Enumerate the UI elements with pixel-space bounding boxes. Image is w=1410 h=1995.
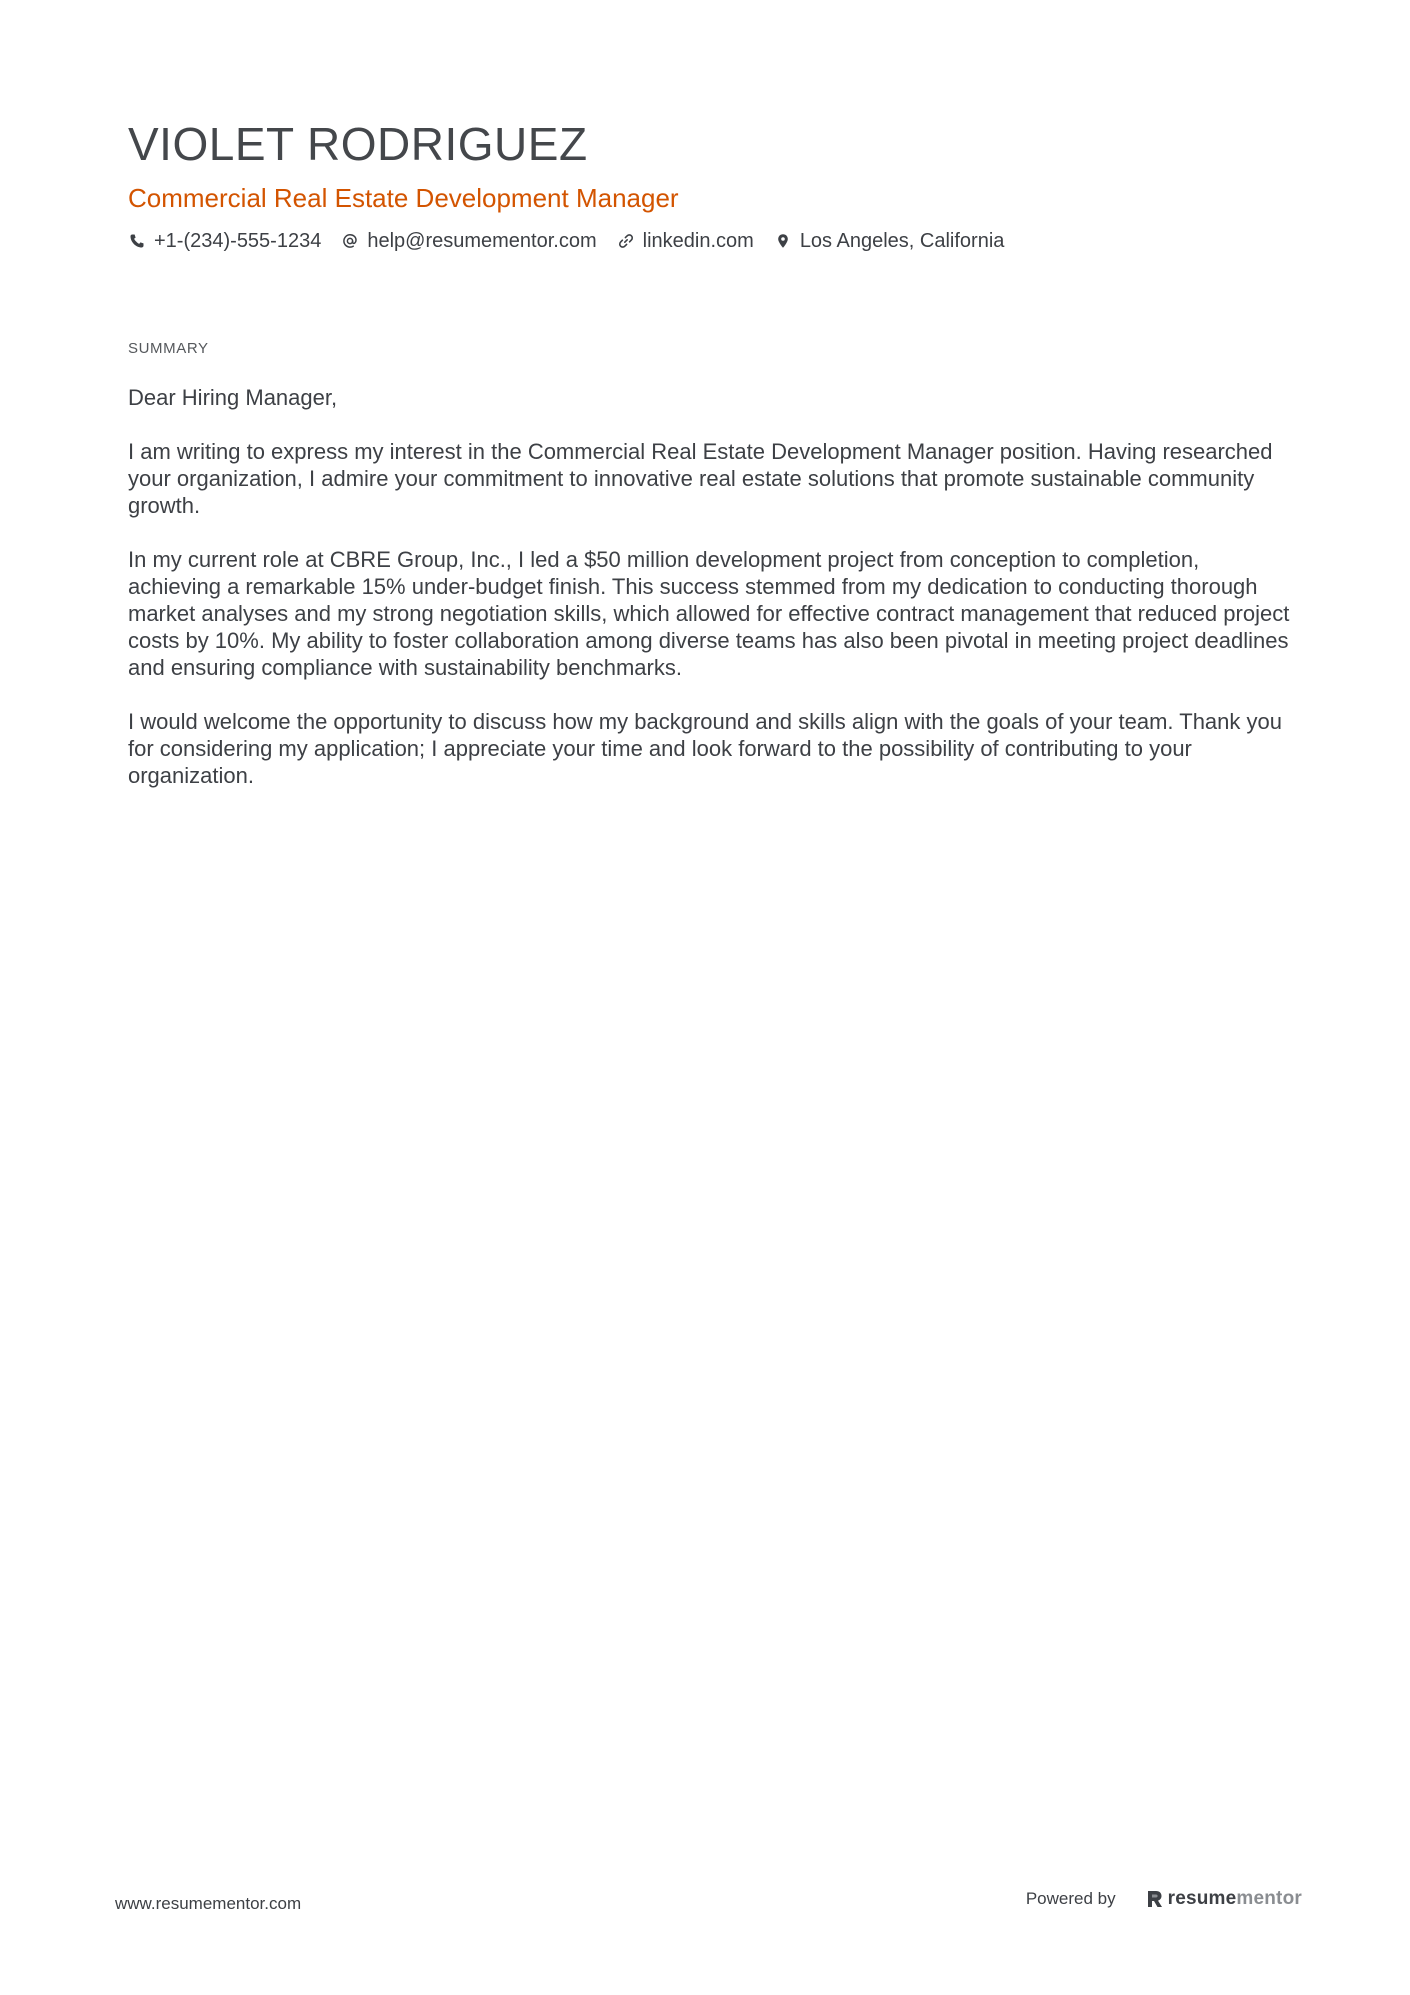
at-icon (341, 232, 359, 250)
contact-website[interactable] (617, 228, 754, 254)
letter-paragraph: I am writing to express my interest in the Commercial Real Estate Development Manager position. Having researched your organization, I admire your commitment to innovative real estate solutions that promote sustainable community growth. (128, 439, 1273, 518)
brand-word-mentor: mentor (1236, 1888, 1302, 1909)
location-pin-icon (774, 232, 792, 250)
resumementor-mark-icon (1146, 1889, 1164, 1909)
contact-email[interactable] (341, 228, 596, 254)
brand-word-resume: resume (1167, 1888, 1237, 1909)
phone-icon (128, 232, 146, 250)
powered-by-label: Powered by (1025, 1889, 1116, 1908)
letter-paragraph: I would welcome the opportunity to discuss how my background and skills align with the goals of your team. Thank you for considering my application; I appreciate your time and look forward to the possibility of contributing to your organization. (128, 709, 1282, 788)
website-link[interactable]: linkedin.com (642, 230, 754, 252)
email-address[interactable]: help@resumementor.com (367, 230, 597, 252)
footer-branding (1026, 1888, 1302, 1910)
header (128, 116, 1278, 254)
candidate-name: VIOLET RODRIGUEZ (128, 118, 588, 170)
resumementor-logo[interactable] (1146, 1888, 1302, 1910)
cover-letter-body (128, 384, 1298, 816)
contact-location (774, 228, 1005, 254)
letter-greeting: Dear Hiring Manager, (128, 385, 338, 410)
link-icon (617, 232, 635, 250)
phone-number: +1-(234)-555-1234 (154, 230, 322, 252)
contact-phone (128, 228, 321, 254)
footer-website-link[interactable]: www.resumementor.com (115, 1894, 302, 1913)
letter-paragraph: In my current role at CBRE Group, Inc., I led a $50 million development project from conception to completion, achieving a remarkable 15% under-budget finish. This success stemmed from my dedication to conducting thorough market analyses and my strong negotiation skills, which allowed for effective contract management that reduced project costs by 10%. My ability to foster collaboration among diverse teams has also been pivotal in meeting project deadlines and ensuring compliance with sustainability benchmarks. (128, 547, 1290, 680)
section-heading-summary: SUMMARY (128, 340, 209, 357)
contact-row (128, 228, 1278, 254)
location-text: Los Angeles, California (799, 230, 1005, 252)
job-title: Commercial Real Estate Development Manager (128, 183, 679, 213)
